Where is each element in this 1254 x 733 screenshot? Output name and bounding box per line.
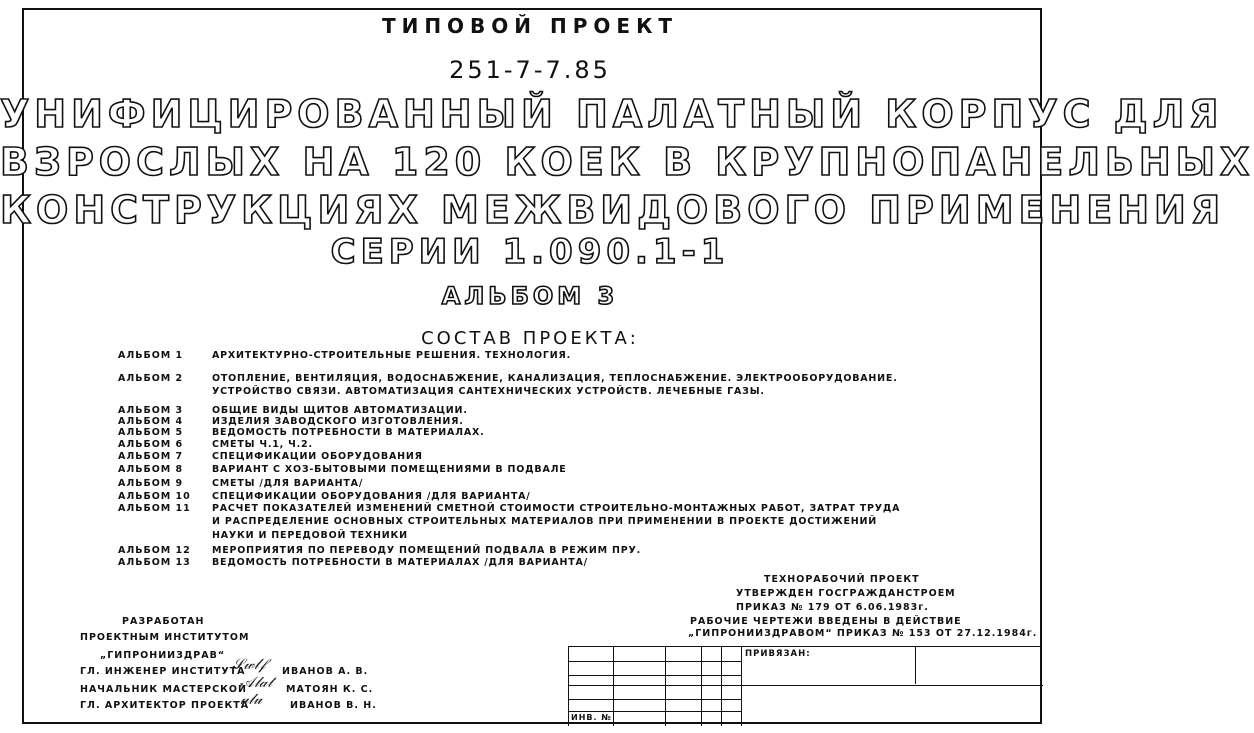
album-label: АЛЬБОМ 2 <box>118 373 184 384</box>
title-line-3: КОНСТРУКЦИЯХ МЕЖВИДОВОГО ПРИМЕНЕНИЯ <box>0 188 1226 232</box>
album-label: АЛЬБОМ 1 <box>118 350 184 361</box>
developer-line-1: РАЗРАБОТАН <box>122 616 205 627</box>
album-description: СМЕТЫ Ч.1, Ч.2. <box>212 439 313 450</box>
title-line-2: ВЗРОСЛЫХ НА 120 КОЕК В КРУПНОПАНЕЛЬНЫХ <box>0 140 1254 184</box>
signature-1: 𝒮𝓌𝓁𝒻 <box>232 655 266 673</box>
title-line-4: СЕРИИ 1.090.1-1 <box>330 232 730 272</box>
approval-line-1: ТЕХНОРАБОЧИЙ ПРОЕКТ <box>764 574 920 585</box>
album-description: НАУКИ И ПЕРЕДОВОЙ ТЕХНИКИ <box>212 530 408 541</box>
album-title: АЛЬБОМ 3 <box>441 282 619 310</box>
approval-line-4: РАБОЧИЕ ЧЕРТЕЖИ ВВЕДЕНЫ В ДЕЙСТВИЕ <box>690 616 962 627</box>
album-description: РАСЧЕТ ПОКАЗАТЕЛЕЙ ИЗМЕНЕНИЙ СМЕТНОЙ СТОИМОСТИ СТРОИТЕЛЬНО-МОНТАЖНЫХ РАБОТ, ЗАТРАТ ТРУДА <box>212 503 901 514</box>
album-description: ИЗДЕЛИЯ ЗАВОДСКОГО ИЗГОТОВЛЕНИЯ. <box>212 416 464 427</box>
name-workshop-head: МАТОЯН К. С. <box>286 684 374 695</box>
inventory-label: ИНВ. № <box>571 713 612 722</box>
album-label: АЛЬБОМ 13 <box>118 557 191 568</box>
album-description: СПЕЦИФИКАЦИИ ОБОРУДОВАНИЯ <box>212 451 423 462</box>
developer-line-3: „ГИПРОНИИЗДРАВ“ <box>100 650 226 661</box>
album-label: АЛЬБОМ 4 <box>118 416 184 427</box>
composition-heading: СОСТАВ ПРОЕКТА: <box>421 328 639 349</box>
album-description: АРХИТЕКТУРНО-СТРОИТЕЛЬНЫЕ РЕШЕНИЯ. ТЕХНОЛОГИЯ. <box>212 350 572 361</box>
project-number: 251-7-7.85 <box>449 56 611 84</box>
album-label: АЛЬБОМ 3 <box>118 405 184 416</box>
approval-line-3: ПРИКАЗ № 179 ОТ 6.06.1983г. <box>736 602 929 613</box>
developer-line-2: ПРОЕКТНЫМ ИНСТИТУТОМ <box>80 632 250 643</box>
approval-line-5: „ГИПРОНИИЗДРАВОМ“ ПРИКАЗ № 153 ОТ 27.12.1984г. <box>688 628 1038 639</box>
name-chief-architect: ИВАНОВ В. Н. <box>290 700 377 711</box>
album-label: АЛЬБОМ 9 <box>118 478 184 489</box>
album-description: УСТРОЙСТВО СВЯЗИ. АВТОМАТИЗАЦИЯ САНТЕХНИЧЕСКИХ УСТРОЙСТВ. ЛЕЧЕБНЫЕ ГАЗЫ. <box>212 386 765 397</box>
role-chief-architect: ГЛ. АРХИТЕКТОР ПРОЕКТА <box>80 700 250 711</box>
album-description: И РАСПРЕДЕЛЕНИЕ ОСНОВНЫХ СТРОИТЕЛЬНЫХ МАТЕРИАЛОВ ПРИ ПРИМЕНЕНИИ В ПРОЕКТЕ ДОСТИЖЕНИЙ <box>212 516 877 527</box>
album-description: ВЕДОМОСТЬ ПОТРЕБНОСТИ В МАТЕРИАЛАХ /ДЛЯ ВАРИАНТА/ <box>212 557 588 568</box>
album-description: СПЕЦИФИКАЦИИ ОБОРУДОВАНИЯ /ДЛЯ ВАРИАНТА/ <box>212 491 531 502</box>
project-type: ТИПОВОЙ ПРОЕКТ <box>381 14 679 38</box>
approval-line-2: УТВЕРЖДЕН ГОСГРАЖДАНСТРОЕМ <box>736 588 956 599</box>
signature-2: 𝒜𝓁𝒶𝓉 <box>240 673 273 691</box>
album-description: МЕРОПРИЯТИЯ ПО ПЕРЕВОДУ ПОМЕЩЕНИЙ ПОДВАЛА В РЕЖИМ ПРУ. <box>212 545 642 556</box>
role-workshop-head: НАЧАЛЬНИК МАСТЕРСКОЙ <box>80 684 247 695</box>
album-label: АЛЬБОМ 6 <box>118 439 184 450</box>
album-description: ОТОПЛЕНИЕ, ВЕНТИЛЯЦИЯ, ВОДОСНАБЖЕНИЕ, КАНАЛИЗАЦИЯ, ТЕПЛОСНАБЖЕНИЕ. ЭЛЕКТРООБОРУДОВАНИЕ. <box>212 373 898 384</box>
album-label: АЛЬБОМ 7 <box>118 451 184 462</box>
album-description: СМЕТЫ /ДЛЯ ВАРИАНТА/ <box>212 478 364 489</box>
role-chief-engineer: ГЛ. ИНЖЕНЕР ИНСТИТУТА <box>80 666 246 677</box>
album-description: ВЕДОМОСТЬ ПОТРЕБНОСТИ В МАТЕРИАЛАХ. <box>212 427 485 438</box>
album-label: АЛЬБОМ 12 <box>118 545 191 556</box>
title-line-1: УНИФИЦИРОВАННЫЙ ПАЛАТНЫЙ КОРПУС ДЛЯ <box>0 92 1224 136</box>
album-label: АЛЬБОМ 10 <box>118 491 191 502</box>
signature-3: 𝓊𝓁𝓊 <box>240 690 262 708</box>
album-description: ВАРИАНТ С ХОЗ-БЫТОВЫМИ ПОМЕЩЕНИЯМИ В ПОДВАЛЕ <box>212 464 567 475</box>
name-chief-engineer: ИВАНОВ А. В. <box>282 666 369 677</box>
album-label: АЛЬБОМ 5 <box>118 427 184 438</box>
binding-label: ПРИВЯЗАН: <box>745 649 811 659</box>
album-label: АЛЬБОМ 8 <box>118 464 184 475</box>
title-block-stamp <box>568 646 1042 726</box>
album-description: ОБЩИЕ ВИДЫ ЩИТОВ АВТОМАТИЗАЦИИ. <box>212 405 468 416</box>
album-label: АЛЬБОМ 11 <box>118 503 191 514</box>
